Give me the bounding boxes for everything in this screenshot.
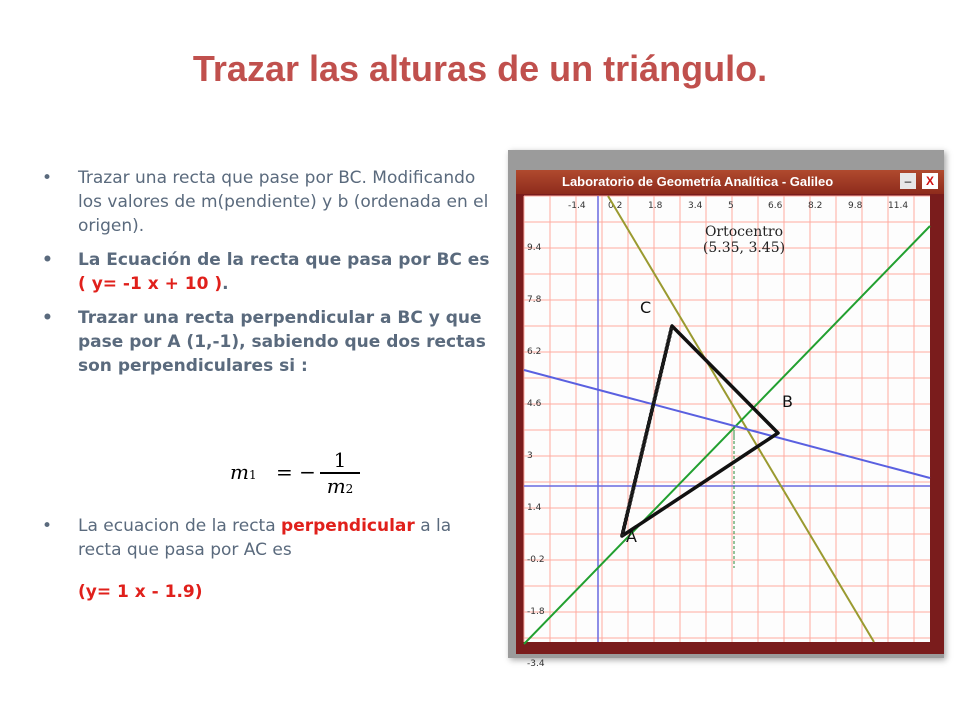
bullet-list	[40, 166, 500, 388]
bullet-dot: •	[42, 250, 53, 270]
formula-fraction	[320, 448, 360, 498]
x-tick-label: 8.2	[808, 201, 823, 211]
close-button[interactable]: X	[922, 173, 938, 189]
bullet-list-2	[40, 514, 500, 572]
x-tick-label: 1.8	[648, 201, 663, 211]
galileo-screenshot	[508, 150, 944, 669]
bullet-item-4	[40, 514, 500, 562]
x-tick-label: 9.8	[848, 201, 863, 211]
formula-lhs: m1	[230, 460, 257, 484]
y-tick-label: 7.8	[527, 295, 542, 305]
geometry-canvas	[524, 196, 930, 669]
x-tick-label: 5	[728, 201, 734, 211]
orthocenter-title: Ortocentro	[704, 224, 784, 240]
formula-denominator: m2	[326, 473, 354, 498]
point-b-label: B	[782, 392, 793, 411]
y-tick-label: -3.4	[527, 659, 545, 669]
plot-area[interactable]	[524, 196, 930, 669]
y-tick-label: 3	[527, 451, 533, 461]
y-tick-label: -0.2	[527, 555, 545, 565]
grid-lines	[524, 196, 930, 642]
x-tick-label: 11.4	[888, 201, 909, 211]
formula-equals: = −	[276, 460, 316, 484]
line-bc	[608, 196, 874, 642]
bullet-dot: •	[42, 308, 53, 328]
y-tick-label: 1.4	[527, 503, 542, 513]
bullet-item-1	[40, 166, 500, 238]
slide-title: Trazar las alturas de un triángulo.	[192, 48, 768, 89]
y-tick-label: -1.8	[527, 607, 545, 617]
perpendicular-equation: (y= 1 x - 1.9)	[78, 582, 203, 602]
tick-labels	[527, 201, 908, 669]
y-tick-label: 4.6	[527, 399, 542, 409]
point-c-label: C	[640, 298, 652, 317]
perpendicular-formula	[230, 448, 370, 504]
bullet-highlight: perpendicular	[281, 516, 415, 536]
bullet-text: La ecuacion de la recta	[78, 516, 282, 536]
bullet-item-3	[40, 306, 500, 378]
x-tick-label: 6.6	[768, 201, 783, 211]
line-altitude-green	[524, 226, 930, 644]
bullet-text: Trazar una recta perpendicular a BC y que pase por A (1,-1), sabiendo que dos rectas son perpendiculares si :	[78, 308, 486, 376]
x-tick-label: -1.4	[568, 201, 586, 211]
bullet-text: Trazar una recta que pase por BC. Modificando los valores de m(pendiente) y b (ordenada en el origen).	[78, 168, 489, 236]
window-title: Laboratorio de Geometría Analítica - Galileo	[562, 174, 834, 189]
bullet-highlight: ( y= -1 x + 10 )	[78, 274, 223, 294]
bullet-dot: •	[42, 516, 53, 536]
y-tick-label: 9.4	[527, 243, 542, 253]
bullet-text-end: a la recta que pasa por AC es	[78, 516, 452, 560]
window-titlebar	[516, 170, 944, 194]
minimize-button[interactable]: –	[900, 173, 916, 189]
bullet-dot: •	[42, 168, 53, 188]
formula-numerator: 1	[333, 448, 347, 472]
bullet-text-end: .	[222, 274, 229, 294]
x-tick-label: 3.4	[688, 201, 703, 211]
bullet-text: La Ecuación de la recta que pasa por BC es	[78, 250, 490, 270]
orthocenter-label	[684, 224, 804, 256]
y-tick-label: 6.2	[527, 347, 542, 357]
orthocenter-coords: (5.35, 3.45)	[702, 240, 786, 256]
point-a-label: A	[626, 527, 637, 546]
line-altitude-blue	[524, 370, 930, 478]
axis-lines	[524, 196, 930, 642]
x-tick-label: 0.2	[608, 201, 623, 211]
bullet-item-2	[40, 248, 500, 296]
